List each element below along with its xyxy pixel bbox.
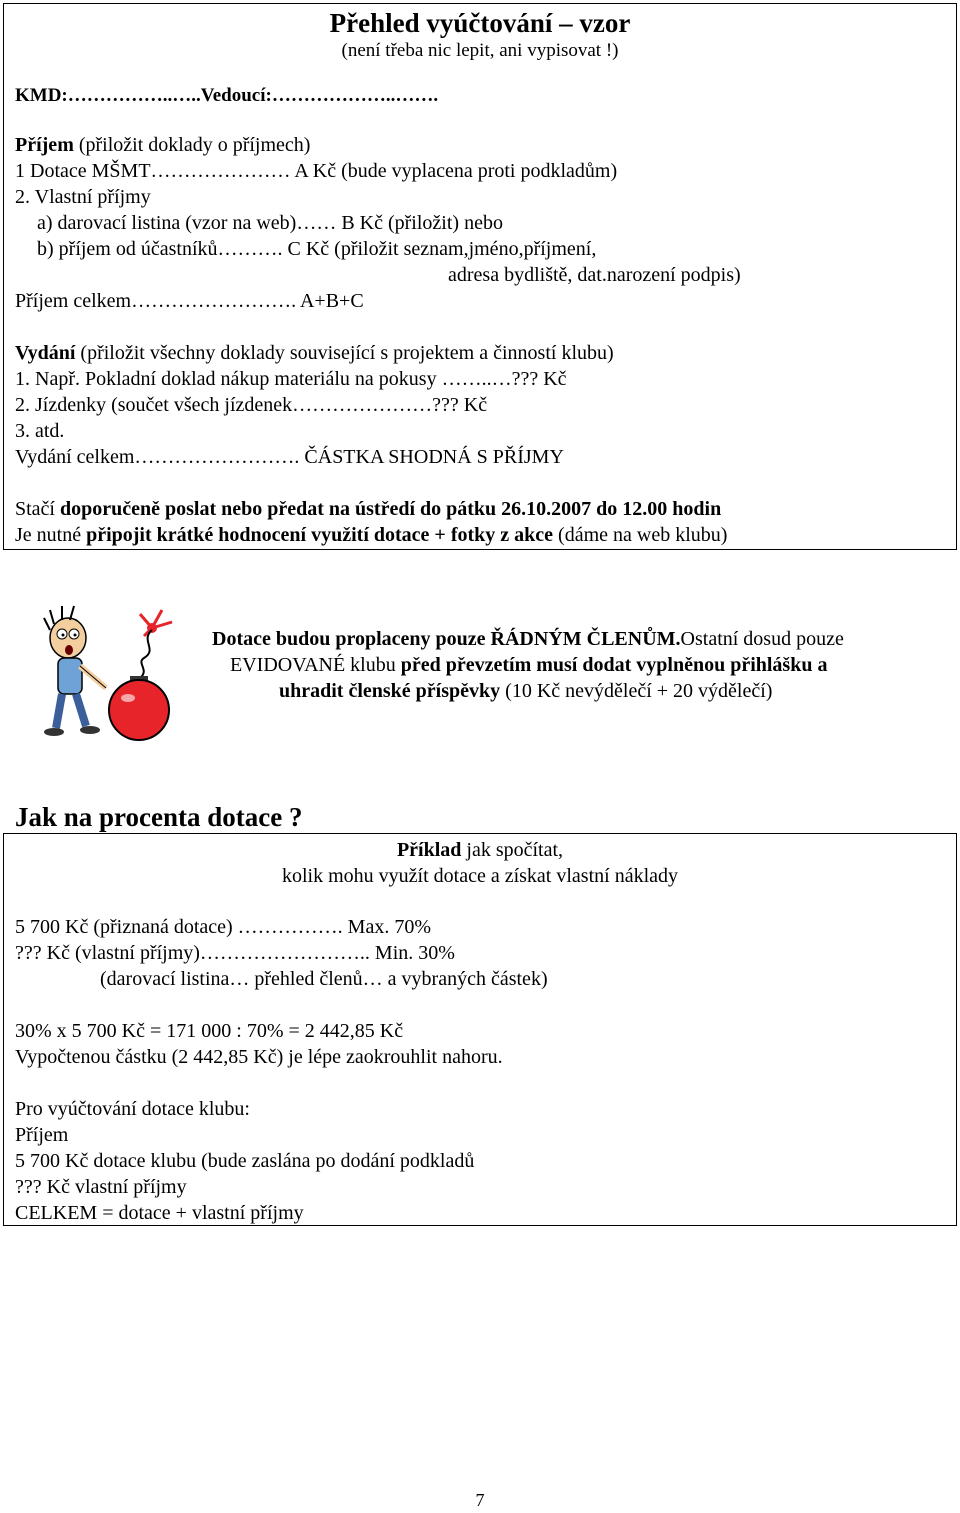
income-line-donation: a) darovací listina (vzor na web)…… B Kč (přiložit) nebo xyxy=(37,212,503,234)
income-heading: Příjem (přiložit doklady o příjmech) xyxy=(15,134,311,156)
income-line-participants: b) příjem od účastníků………. C Kč (přiložit seznam,jméno,příjmení, xyxy=(37,238,597,260)
notice-line-3: uhradit členské příspěvky (10 Kč nevýdělečí + 20 výdělečí) xyxy=(279,680,773,702)
accounting-income: Příjem xyxy=(15,1124,69,1146)
evaluation-note: Je nutné připojit krátké hodnocení využití dotace + fotky z akce (dáme na web klubu) xyxy=(15,524,728,546)
example-heading-line2: kolik mohu využít dotace a získat vlastní náklady xyxy=(281,865,678,887)
expenses-line-receipt: 1. Např. Pokladní doklad nákup materiálu na pokusy ……..…??? Kč xyxy=(15,368,567,390)
page-title: Přehled vyúčtování – vzor xyxy=(329,8,631,38)
bomb-icon xyxy=(109,676,169,740)
page-number: 7 xyxy=(475,1490,485,1510)
percent-heading: Jak na procenta dotace ? xyxy=(15,802,303,832)
example-sources-line: (darovací listina… přehled členů… a vybraných částek) xyxy=(100,968,548,990)
spark-icon xyxy=(140,610,172,636)
bomb-cartoon-illustration xyxy=(40,600,190,745)
income-total: Příjem celkem……………………. A+B+C xyxy=(15,290,364,312)
page-subtitle: (není třeba nic lepit, ani vypisovat !) xyxy=(341,40,619,61)
accounting-total: CELKEM = dotace + vlastní příjmy xyxy=(15,1202,304,1224)
income-line-own: 2. Vlastní příjmy xyxy=(15,186,151,208)
expenses-line-tickets: 2. Jízdenky (součet všech jízdenek…………………??? Kč xyxy=(15,394,488,416)
example-round-note: Vypočtenou částku (2 442,85 Kč) je lépe zaokrouhlit nahoru. xyxy=(15,1046,503,1068)
header-kmd-leader: KMD:……………..…..Vedoucí:………………..……. xyxy=(15,85,439,106)
expenses-total: Vydání celkem……………………. ČÁSTKA SHODNÁ S PŘÍJMY xyxy=(15,446,564,468)
notice-line-2: EVIDOVANÉ klubu před převzetím musí dodat vyplněnou přihlášku a xyxy=(230,654,828,676)
income-line-address: adresa bydliště, dat.narození podpis) xyxy=(448,264,741,286)
example-subsidy-line: 5 700 Kč (přiznaná dotace) ……………. Max. 70% xyxy=(15,916,431,938)
example-heading: Příklad jak spočítat, xyxy=(396,839,564,861)
income-line-subsidy: 1 Dotace MŠMT………………… A Kč (bude vyplacena proti podkladům) xyxy=(15,160,618,182)
accounting-subsidy-line: 5 700 Kč dotace klubu (bude zaslána po dodání podkladů xyxy=(15,1150,475,1172)
example-own-income-line: ??? Kč (vlastní příjmy)…………………….. Min. 30% xyxy=(15,942,455,964)
cartoon-person-icon xyxy=(44,606,106,736)
example-calculation: 30% x 5 700 Kč = 171 000 : 70% = 2 442,85 Kč xyxy=(15,1020,404,1042)
expenses-line-etc: 3. atd. xyxy=(15,420,65,442)
accounting-own-line: ??? Kč vlastní příjmy xyxy=(15,1176,187,1198)
notice-line-1: Dotace budou proplaceny pouze ŘÁDNÝM ČLENŮM.Ostatní dosud pouze xyxy=(212,628,844,650)
deadline-note: Stačí doporučeně poslat nebo předat na ústředí do pátku 26.10.2007 do 12.00 hodin xyxy=(15,498,722,520)
accounting-title: Pro vyúčtování dotace klubu: xyxy=(15,1098,250,1120)
expenses-heading: Vydání (přiložit všechny doklady související s projektem a činností klubu) xyxy=(15,342,614,364)
